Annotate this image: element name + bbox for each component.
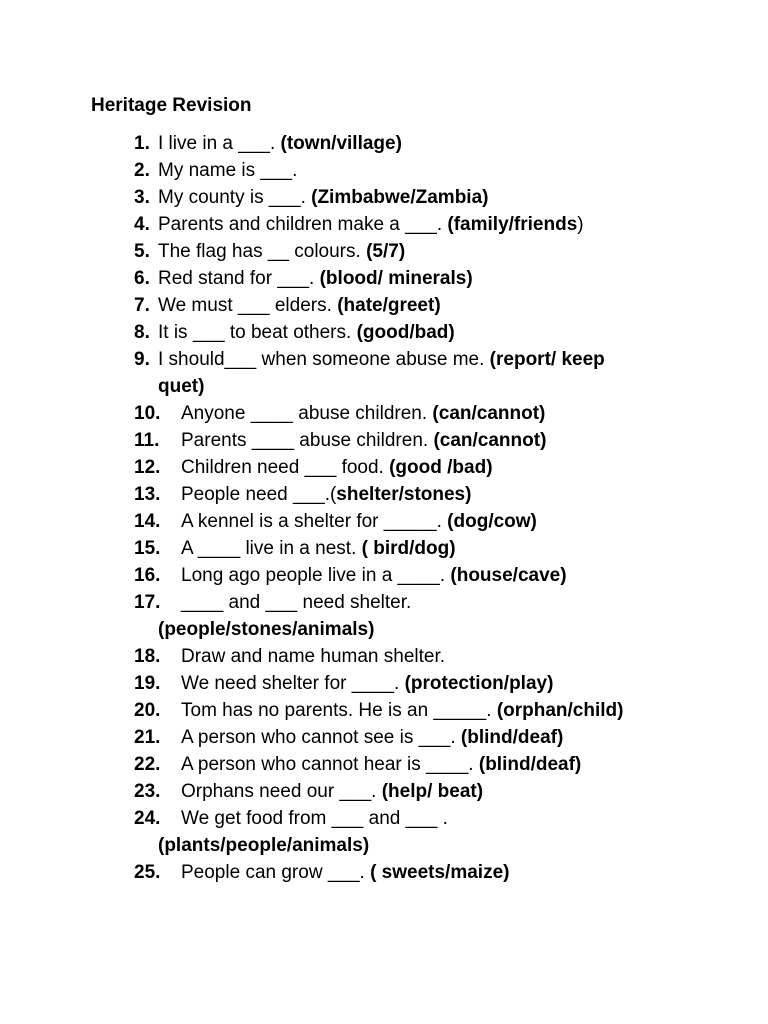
question-options: (dog/cow) xyxy=(447,511,537,532)
question-number: 11. xyxy=(134,430,160,451)
question-prompt: Parents ____ abuse children. xyxy=(181,430,434,451)
question-options: (good/bad) xyxy=(356,322,455,343)
question-prompt: Parents and children make a ___. xyxy=(158,214,448,235)
question-number: 15. xyxy=(134,538,161,559)
question-options: (town/village) xyxy=(280,133,402,154)
question-prompt: People can grow ___. xyxy=(181,862,371,883)
question-list xyxy=(0,130,768,886)
question-options: (family/friends xyxy=(447,214,578,235)
question-prompt: Children need ___ food. xyxy=(181,457,390,478)
question-text xyxy=(181,508,537,535)
question-options: (Zimbabwe/Zambia) xyxy=(311,187,489,208)
question-item xyxy=(0,643,768,670)
question-options: shelter/stones) xyxy=(336,484,472,505)
question-text xyxy=(181,589,411,616)
question-number: 22. xyxy=(134,754,161,775)
question-prompt: We must ___ elders. xyxy=(158,295,338,316)
question-text xyxy=(158,211,584,238)
question-item xyxy=(0,427,768,454)
question-options: (report/ keep xyxy=(489,349,605,370)
question-item xyxy=(0,238,768,265)
question-prompt: It is ___ to beat others. xyxy=(158,322,357,343)
question-text xyxy=(181,697,623,724)
question-prompt: I should___ when someone abuse me. xyxy=(158,349,490,370)
question-text xyxy=(181,643,445,670)
question-item xyxy=(0,859,768,886)
question-text xyxy=(181,805,448,832)
question-item xyxy=(0,319,768,346)
question-prompt: I live in a ___. xyxy=(158,133,281,154)
question-options: (house/cave) xyxy=(450,565,567,586)
question-number: 20. xyxy=(134,700,161,721)
question-options: ( bird/dog) xyxy=(361,538,456,559)
question-text xyxy=(158,157,297,184)
question-item xyxy=(0,508,768,535)
question-prompt: The flag has __ colours. xyxy=(158,241,367,262)
question-text xyxy=(158,184,488,211)
question-options: (can/cannot) xyxy=(432,403,546,424)
question-prompt: Red stand for ___. xyxy=(158,268,320,289)
question-prompt: My county is ___. xyxy=(158,187,312,208)
question-prompt: A kennel is a shelter for _____. xyxy=(181,511,448,532)
question-prompt: We get food from ___ and ___ . xyxy=(181,808,448,829)
question-text xyxy=(181,454,493,481)
question-item xyxy=(0,346,768,373)
question-number: 5. xyxy=(134,241,150,262)
question-number: 17. xyxy=(134,592,161,613)
question-text xyxy=(181,751,581,778)
question-item xyxy=(0,184,768,211)
question-text xyxy=(158,238,405,265)
question-options: (orphan/child) xyxy=(496,700,624,721)
question-item xyxy=(0,778,768,805)
question-item xyxy=(0,265,768,292)
question-number: 9. xyxy=(134,349,150,370)
question-item xyxy=(0,535,768,562)
question-number: 12. xyxy=(134,457,161,478)
question-options: (help/ beat) xyxy=(381,781,484,802)
question-item xyxy=(0,805,768,832)
question-text xyxy=(158,346,605,373)
question-text xyxy=(181,535,456,562)
question-item xyxy=(0,130,768,157)
question-item xyxy=(0,562,768,589)
question-number: 19. xyxy=(134,673,161,694)
question-number: 10. xyxy=(134,403,161,424)
document-title: Heritage Revision xyxy=(91,95,252,116)
question-text xyxy=(181,778,483,805)
question-item xyxy=(0,670,768,697)
question-text xyxy=(158,319,455,346)
question-prompt: ____ and ___ need shelter. xyxy=(181,592,412,613)
question-text xyxy=(158,130,402,157)
question-prompt: Draw and name human shelter. xyxy=(181,646,446,667)
question-text xyxy=(181,427,546,454)
question-prompt: Long ago people live in a ____. xyxy=(181,565,451,586)
question-text xyxy=(181,562,567,589)
question-item xyxy=(0,157,768,184)
question-options: (good /bad) xyxy=(389,457,493,478)
question-options: (can/cannot) xyxy=(433,430,547,451)
question-item xyxy=(0,454,768,481)
question-text xyxy=(181,724,563,751)
question-number: 18. xyxy=(134,646,161,667)
question-number: 2. xyxy=(134,160,150,181)
question-options: (hate/greet) xyxy=(337,295,441,316)
question-continuation xyxy=(0,616,768,643)
question-number: 24. xyxy=(134,808,161,829)
question-text xyxy=(158,265,473,292)
question-prompt: A person who cannot see is ___. xyxy=(181,727,461,748)
question-options: (blind/deaf) xyxy=(460,727,564,748)
question-number: 3. xyxy=(134,187,150,208)
question-number: 4. xyxy=(134,214,150,235)
question-number: 14. xyxy=(134,511,161,532)
question-options: (blood/ minerals) xyxy=(319,268,473,289)
question-number: 23. xyxy=(134,781,161,802)
question-prompt: A ____ live in a nest. xyxy=(181,538,362,559)
question-text xyxy=(181,400,545,427)
question-options: (blind/deaf) xyxy=(478,754,582,775)
question-number: 7. xyxy=(134,295,150,316)
question-options: (5/7) xyxy=(366,241,406,262)
question-item xyxy=(0,400,768,427)
question-prompt: People need ___.( xyxy=(181,484,337,505)
question-options: (plants/people/animals) xyxy=(158,835,370,856)
question-number: 8. xyxy=(134,322,150,343)
question-item xyxy=(0,697,768,724)
question-prompt: A person who cannot hear is ____. xyxy=(181,754,479,775)
question-prompt: Tom has no parents. He is an _____. xyxy=(181,700,497,721)
question-prompt: Anyone ____ abuse children. xyxy=(181,403,433,424)
question-continuation xyxy=(0,373,768,400)
question-item xyxy=(0,481,768,508)
question-text xyxy=(181,859,509,886)
question-number: 1. xyxy=(134,133,150,154)
question-item xyxy=(0,292,768,319)
question-prompt: Orphans need our ___. xyxy=(181,781,382,802)
question-number: 25. xyxy=(134,862,161,883)
question-options: quet) xyxy=(158,376,205,397)
question-options: ( sweets/maize) xyxy=(370,862,510,883)
question-number: 21. xyxy=(134,727,161,748)
question-options: (people/stones/animals) xyxy=(158,619,375,640)
question-number: 13. xyxy=(134,484,161,505)
question-tail: ) xyxy=(577,214,584,235)
question-text xyxy=(181,670,553,697)
question-number: 16. xyxy=(134,565,161,586)
question-number: 6. xyxy=(134,268,150,289)
question-text xyxy=(181,481,471,508)
question-prompt: My name is ___. xyxy=(158,160,298,181)
question-text xyxy=(158,292,441,319)
question-options: (protection/play) xyxy=(404,673,554,694)
question-prompt: We need shelter for ____. xyxy=(181,673,405,694)
question-item xyxy=(0,724,768,751)
question-continuation xyxy=(0,832,768,859)
question-item xyxy=(0,211,768,238)
question-item xyxy=(0,751,768,778)
question-item xyxy=(0,589,768,616)
